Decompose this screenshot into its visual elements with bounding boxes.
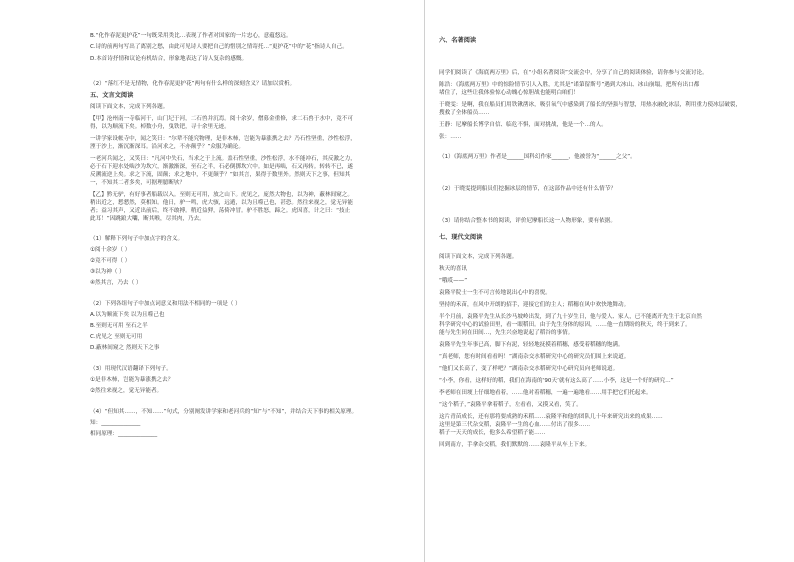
text-line: 袁隆平院士一生不可言传地说出心中的喜悦。 xyxy=(439,290,551,296)
text-line: 反溯流逆上矣。求之下流，固颠；求之地中，不更颠乎？”如其言，果得于数里外。然则天下之事，但知其 xyxy=(90,172,351,178)
text-line: 这里是第三代杂交稻，袁隆平一生的心血……付出了很多…… xyxy=(439,422,591,428)
text-line: C.诗的前两句写出了离别之愁，由此可见诗人要把自己的惜别之情寄托…“更护花”中的“花”指诗人自己。 xyxy=(90,44,348,50)
text-line: “小李，你看，这样好的稻，我们在海南的‘90天’就有这么高了……小李，这是一个好的研究…” xyxy=(439,378,674,384)
text-line: C.虎见之 至则无可用 xyxy=(90,334,143,340)
text-line: “这个稻子，”袁隆平拿着稻子，左看看，又摸又看，笑了。 xyxy=(439,402,582,408)
text-line: ①是非木柿，岂能为暴涨携之去？ xyxy=(90,377,174,383)
text-line: “真老师，您有时间看看吗！”湖南杂交水稻研究中心的研究员们围上来说道。 xyxy=(439,354,630,360)
text-line: 张：…… xyxy=(439,134,462,140)
section-heading: 五、文言文阅读 xyxy=(90,92,134,99)
text-line: A.以为顺流下矣 以为且噬己也 xyxy=(90,312,165,318)
text-line: 必于石下迎水处啮沙为坎穴，渐激渐深，至石之半，石必倒掷坎穴中。如是再啮，石又再转。转转不已，遂 xyxy=(90,164,353,170)
text-line: 能与先生同在田间…，先生兴奋地说起了稻谷的事情。 xyxy=(439,330,574,336)
text-line: 袁隆平先生年事已高，脚下有泥，轻轻地抚摸着稻穗，感受着稻穗的饱满。 xyxy=(439,342,624,348)
text-line: 李老师在田埂上仔细地看着，……他对着稻穗，一遍一遍地看……用手把它们托起来。 xyxy=(439,390,652,396)
text-line: ④然其言，乃去（ ） xyxy=(90,280,142,286)
text-line: 相同原理：______________ xyxy=(90,431,158,437)
text-line: B.至则无可用 至石之半 xyxy=(90,323,148,329)
text-line: ②然往来视之，觉无异能者。 xyxy=(90,388,163,394)
text-line: ③以为神（ ） xyxy=(90,269,125,275)
text-line: （4）“但知其……，不知……”句式，分别阐发讲学家和老河兵的“知”与“不知”，并结合天下事的相关原理。 xyxy=(90,409,358,415)
text-line: （2）于晓雯提到船员们挖掘冰层的情节，在这部作品中还有什么情节？ xyxy=(439,186,616,192)
right-page xyxy=(430,0,794,562)
text-line: 稍出近之，憖憖然，莫相知。他日，驴一鸣，虎大骇，远遁，以为且噬己也，甚恐。然往来视之，觉无异能 xyxy=(90,200,353,206)
text-line: 搜救了全体船员…… xyxy=(439,110,490,116)
text-line: （3）用现代汉语翻译下列句子。 xyxy=(90,366,172,372)
section-heading: 七、现代文阅读 xyxy=(439,234,483,241)
text-line: “哦哎——” xyxy=(439,278,468,284)
text-line: ①阅十余岁（ ） xyxy=(90,247,131,253)
text-line: 同学们阅读了《海底两万里》后，在“小组名著阅读”交流会中，分享了自己的阅读体验，请你参与交流讨论。 xyxy=(439,70,708,76)
text-line: （1）解释下列句子中加点字的含义。 xyxy=(90,236,184,242)
text-line: 者；益习其声，又近出前后，终不敢搏。稍近益狎，荡倚冲冒。驴不胜怒，蹄之。虎因喜，计之曰：“技止 xyxy=(90,208,351,214)
text-line: 此耳！”因跳踉大㘚，断其喉，尽其肉，乃去。 xyxy=(90,216,205,222)
text-line: 湮于沙上，渐沉渐深耳。沿河求之，不亦颠乎？”众服为确论。 xyxy=(90,144,244,150)
text-line: D.蔽林间窥之 然则天下之事 xyxy=(90,345,160,351)
section-heading: 六、名著阅读 xyxy=(439,37,477,44)
text-line: 稻子一天天的成长，他多么希望稻子能…… xyxy=(439,430,546,436)
text-line: “他们又长高了，变了样吧？”湖南杂交水稻研究中心研究员向老师说道。 xyxy=(439,366,619,372)
text-line: 陈浩：《海底两万里》中的惊险情节引人入胜，尤其是“诺第留斯号”遇到大冰山、冰山崩塌，把所有出口都 xyxy=(439,82,700,88)
text-line: 【甲】沧州南一寺临河干，山门圮于河，二石兽并沉焉。阅十余岁，僧募金重修，求二石兽于水中，竟不可 xyxy=(90,116,353,122)
text-line: 一，不知其二者多矣，可据理臆断欤？ xyxy=(90,180,186,186)
text-line: （2）“落红不是无情物，化作春泥更护花”两句有什么样的深刻含义？请加以赏析。 xyxy=(90,81,296,87)
text-line: 阅读下面文本，完成下列各题。 xyxy=(439,254,518,260)
text-line: 知：______________ xyxy=(90,420,141,426)
text-line: （2）下列各组句子中加点词意义和用法不相同的一项是（ ） xyxy=(90,301,241,307)
text-line: 王静：尼摩船长博学自信、临危不惧，面对挑战，他是一个…的人。 xyxy=(439,122,607,128)
text-line: 科学研究中心的试验田里，看一眼稻田。由于先生身体的原因，……他一直期盼的秋天，终于到来了。 xyxy=(439,322,691,328)
text-line: 秋天的喜讯 xyxy=(439,266,467,272)
text-line: 半个月前，袁隆平先生从长沙马坡岭出发，到了九十岁生日，他与爱人、家人，已不能离开先生于北京自然 xyxy=(439,314,702,320)
text-line: 坚持的禾苗，在风中开朗的招手，迎接它们的主人；稻穗在风中欢快地舞动。 xyxy=(439,302,630,308)
text-line: 【乙】黔无驴，有好事者船载以入。至则无可用，放之山下。虎见之，庞然大物也，以为神，蔽林间窥之。 xyxy=(90,192,353,198)
text-line: 一老河兵闻之，又笑曰：“凡河中失石，当求之于上流。盖石性坚重，沙性松浮，水不能冲石，其反激之力， xyxy=(90,156,356,162)
text-line: 阅读下面文本，完成下列各题。 xyxy=(90,104,169,110)
text-line: 一讲学家设帐寺中，闻之笑曰：“尔辈不能究物理，是非木柿，岂能为暴涨携之去？乃石性坚重，沙性松浮， xyxy=(90,136,356,142)
text-line: （3）请你结合整本书的阅读，评价尼摩船长这一人物形象，要有依据。 xyxy=(439,218,616,224)
text-line: 回到南方，手拿杂交稻，我们默默的……袁隆平从车上下来。 xyxy=(439,442,591,448)
text-line: 于晓雯：是啊，我在船员们用铁锹凿冰，吸引氧气中感染到了船长的坚强与智慧，用热水融化冰层，利用重力使冰层破裂， xyxy=(439,102,742,108)
text-line: 这片青苗成长，还有那将要成熟的禾稻……袁隆平和他的团队几十年来研究出来的成果…… xyxy=(439,414,663,420)
text-line: （1）《海底两万里》作者是______国科幻作家______，他被誉为“______之父”。 xyxy=(439,154,636,160)
text-line: 得，以为顺流下矣。棹数小舟，曳铁钯，寻十余里无迹。 xyxy=(90,124,230,130)
text-line: 堵住了，这些让我体验惊心动魄心惊胆战也能明白咱们！ xyxy=(439,90,579,96)
text-line: D.本首诗抒情和议论有机结合，形象地表达了诗人复杂的感慨。 xyxy=(90,56,248,62)
text-line: ②竟不可得（ ） xyxy=(90,258,131,264)
text-line: B.“化作春泥更护花”一句既采用类比…表现了作者对国家的一片忠心，意蕴悠远。 xyxy=(90,33,292,39)
page-divider xyxy=(424,0,425,562)
